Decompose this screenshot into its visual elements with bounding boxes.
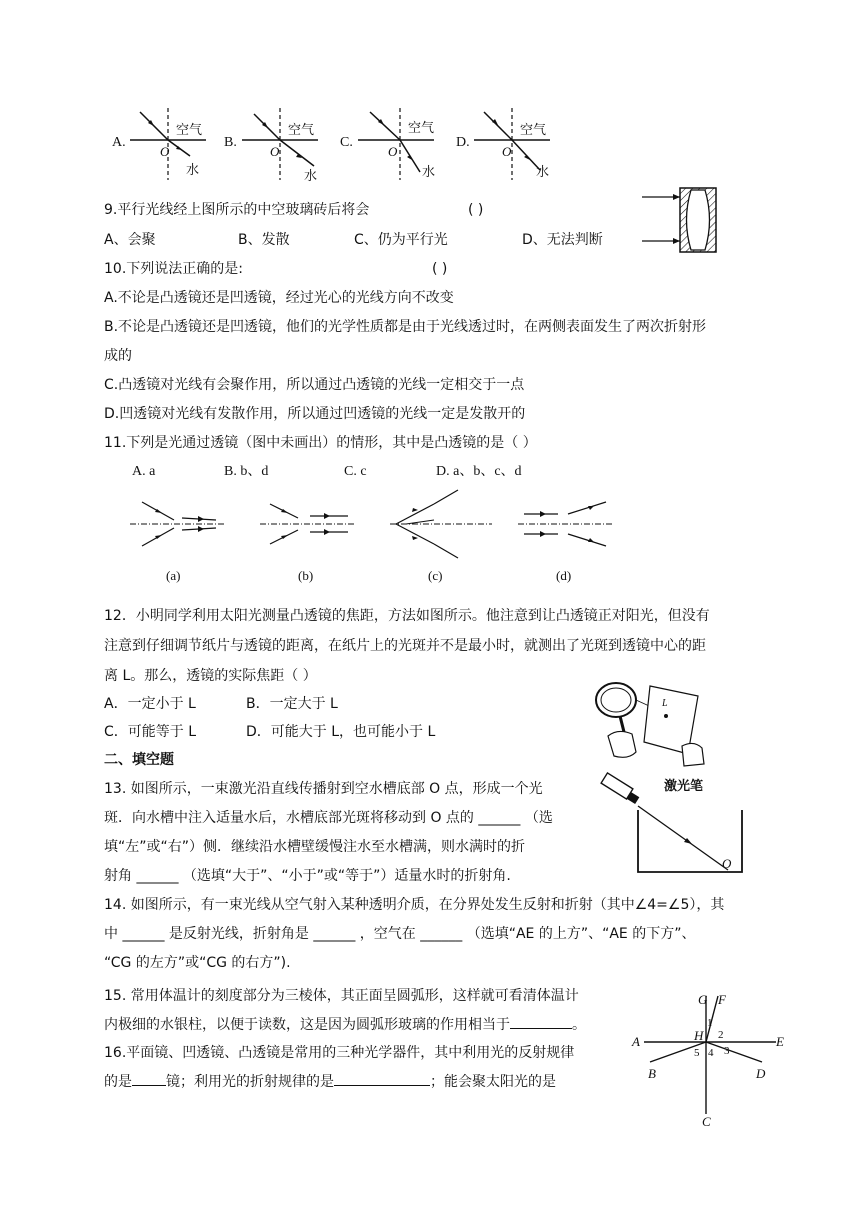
q8-fig-b-water: 水 [304,168,318,183]
q12-option-c: C．可能等于 L [104,724,197,740]
q13-line-1: 13. 如图所示，一束激光沿直线传播射到空水槽底部 O 点，形成一个光 [104,781,543,797]
q8-fig-a-o: O [160,144,170,159]
q8-fig-b-o: O [270,144,280,159]
q14-fig-label-b: B [648,1066,656,1081]
q16-blank-1[interactable] [132,1071,166,1086]
q10-answer-paren: ( ) [432,261,448,277]
q16-line-2-c: ；能会聚太阳光的是 [430,1074,556,1090]
q12-line-2: 注意到仔细调节纸片与透镜的距离，在纸片上的光斑并不是最小时，就测出了光斑到透镜中心的距 [104,638,706,654]
q11-caption-d: (d) [556,568,572,583]
q14-fig-angle-3: 3 [724,1045,730,1057]
q14-line-3: “CG 的左方”或“CG 的右方”). [104,955,291,971]
q16-line-2 [104,1071,556,1092]
q8-fig-c [356,104,436,184]
q14-fig-label-d: D [756,1066,766,1081]
q12-option-b: B．一定大于 L [246,696,338,712]
q15-line-1: 15. 常用体温计的刻度部分为三棱体，其正面呈圆弧形，这样就可看清体温计 [104,988,579,1004]
q9-option-c: C、仍为平行光 [354,232,448,248]
q16-line-2-b: 镜；利用光的折射规律的是 [166,1074,334,1090]
q11-fig-b [258,494,358,590]
q12-option-d: D．可能大于 L，也可能小于 L [246,724,436,740]
q14-fig-angle-5: 5 [694,1047,700,1059]
q10-option-b: B.不论是凸透镜还是凹透镜，他们的光学性质都是由于光线透过时，在两侧表面发生了两次折射形 [104,319,707,335]
q9-stem: 9.平行光线经上图所示的中空玻璃砖后将会 [104,202,370,218]
q13-fig-o-label: O [722,856,732,871]
q11-fig-a [128,494,228,590]
q8-fig-c-o: O [388,144,398,159]
q14-fig-label-h: H [694,1028,704,1043]
q9-answer-paren: ( ) [468,202,484,218]
q16-blank-2[interactable] [334,1071,430,1086]
q12-line-1: 12．小明同学利用太阳光测量凸透镜的焦距，方法如图所示。他注意到让凸透镜正对阳光，但没有 [104,608,710,624]
q14-fig-label-a: A [632,1034,640,1049]
section-2-heading: 二、填空题 [104,752,174,768]
q14-fig-angle-4: 4 [708,1047,714,1059]
q11-option-a: A. a [132,464,156,479]
q11-caption-a: (a) [166,568,181,583]
q8-fig-b [240,104,320,184]
q13-line-2: 斑．向水槽中注入适量水后，水槽底部光斑将移动到 O 点的 ______ （选 [104,810,553,826]
q10-option-d: D.凹透镜对光线有发散作用，所以通过凹透镜的光线一定是发散开的 [104,406,526,422]
q15-line-2-end: 。 [572,1017,586,1033]
q15-line-2-text: 内极细的水银柱，以便于读数，这是因为圆弧形玻璃的作用相当于 [104,1017,510,1033]
q15-line-2 [104,1014,586,1035]
q11-option-c: C. c [344,464,367,479]
q14-fig-label-f: F [718,992,726,1007]
q8-fig-a-air: 空气 [176,122,203,137]
q11-option-b: B. b、d [224,464,269,479]
q14-fig-label-e: E [776,1034,784,1049]
q12-option-a: A．一定小于 L [104,696,196,712]
q8-fig-d [472,104,552,184]
q11-fig-c [386,484,496,590]
q11-caption-c: (c) [428,568,443,583]
q14-fig-label-g: G [698,992,708,1007]
q11-stem: 11.下列是光通过透镜（图中未画出）的情形，其中是凸透镜的是（ ） [104,435,537,451]
q9-hollow-glass-figure [640,184,720,256]
q8-fig-a-letter: A. [112,135,126,150]
q8-fig-d-water: 水 [536,164,550,179]
q8-fig-b-air: 空气 [288,122,315,137]
q8-fig-a-water: 水 [186,162,200,177]
q10-stem: 10.下列说法正确的是: [104,261,243,277]
q10-option-c: C.凸透镜对光线有会聚作用，所以通过凸透镜的光线一定相交于一点 [104,377,525,393]
q14-reflection-refraction-figure [624,990,790,1129]
q8-fig-d-o: O [502,144,512,159]
q9-option-b: B、发散 [238,232,290,248]
q11-option-d: D. a、b、c、d [436,464,522,479]
q9-option-d: D、无法判断 [522,232,603,248]
q12-fig-label-l: L [662,698,668,709]
q13-laser-tank-figure [598,770,748,880]
q8-fig-d-air: 空气 [520,122,547,137]
q14-fig-angle-2: 2 [718,1029,724,1041]
q8-fig-d-letter: D. [456,135,470,150]
q11-fig-d [516,494,616,590]
q9-option-a: A、会聚 [104,232,156,248]
q10-option-a: A.不论是凸透镜还是凹透镜，经过光心的光线方向不改变 [104,290,454,306]
q13-line-4: 射角 ______ （选填“大于”、“小于”或“等于”）适量水时的折射角. [104,868,511,884]
q14-line-1: 14. 如图所示，有一束光线从空气射入某种透明介质，在分界处发生反射和折射（其中∠4=∠5），其 [104,897,725,913]
q13-fig-laser-pen-label: 激光笔 [664,778,704,793]
q8-fig-b-letter: B. [224,135,237,150]
q11-caption-b: (b) [298,568,314,583]
q12-line-3: 离 L。那么，透镜的实际焦距（ ） [104,668,317,684]
q16-line-1: 16.平面镜、凹透镜、凸透镜是常用的三种光学器件，其中利用光的反射规律 [104,1045,575,1061]
q8-fig-c-water: 水 [422,164,436,179]
q13-line-3: 填“左”或“右”）侧．继续沿水槽壁缓慢注水至水槽满，则水满时的折 [104,839,526,855]
q12-lens-paper-figure [588,676,718,768]
q14-fig-label-c: C [702,1114,711,1129]
q14-fig-angle-1: 1 [707,1017,713,1029]
q10-option-b-cont: 成的 [104,348,132,364]
q8-fig-a [128,104,208,184]
q15-blank[interactable] [510,1014,572,1029]
q14-line-2: 中 ______ 是反射光线，折射角是 ______ ，空气在 ______ （选填“AE 的上方”、“AE 的下方”、 [104,926,696,942]
q8-fig-c-letter: C. [340,135,353,150]
q16-line-2-a: 的是 [104,1074,132,1090]
q8-fig-c-air: 空气 [408,120,435,135]
